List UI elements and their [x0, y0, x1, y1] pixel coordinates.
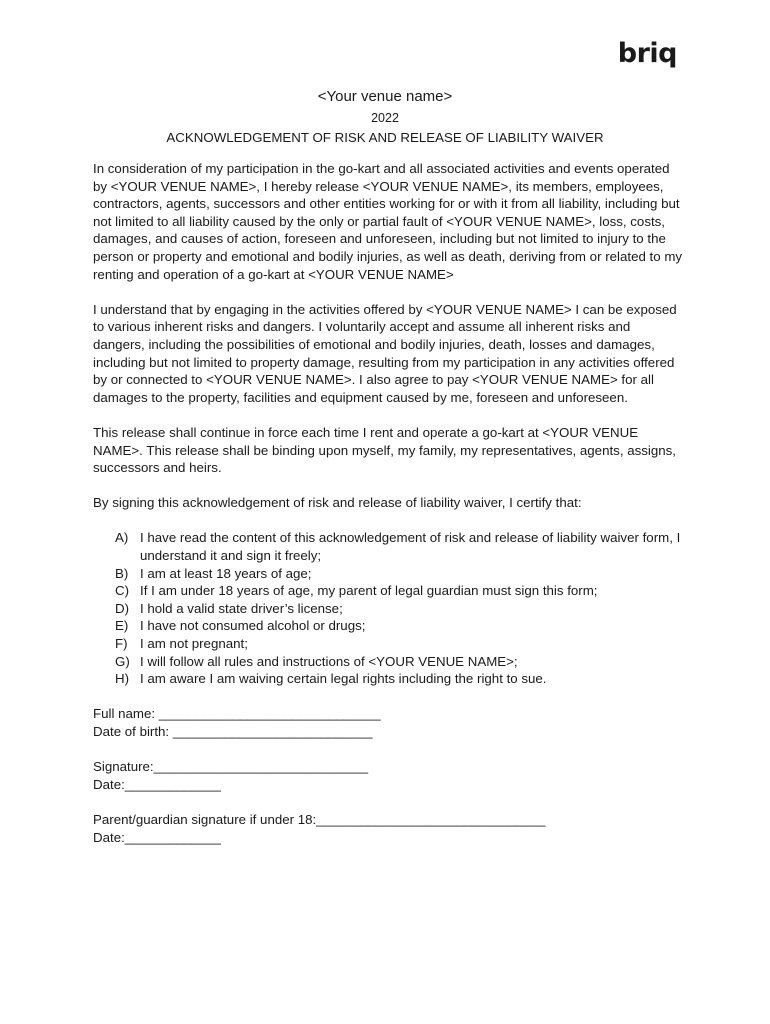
- certify-intro: By signing this acknowledgement of risk and release of liability waiver, I certify that:: [93, 495, 582, 511]
- list-item-text: I have not consumed alcohol or drugs;: [140, 618, 366, 634]
- list-item-text: I am aware I am waiving certain legal rights including the right to sue.: [140, 671, 547, 687]
- list-marker: E): [115, 618, 129, 634]
- list-item-text: I have read the content of this acknowledgement of risk and release of liability waiver form, I understand it and sign it freely;: [140, 530, 681, 564]
- list-marker: H): [115, 671, 130, 687]
- risk-paragraph: I understand that by engaging in the activities offered by <YOUR VENUE NAME> I can be exposed to various inherent risks and dangers. I voluntarily accept and assume all inherent risks and dangers, including the possibilities of emotional and bodily injuries, death, losses and damages, including but not limited to property damage, resulting from my participation in any activities offered by or connected to <YOUR VENUE NAME>. I also agree to pay <YOUR VENUE NAME> for all damages to the property, facilities and equipment caused by me, foreseen and unforeseen.: [93, 301, 677, 405]
- binding-paragraph: This release shall continue in force each time I rent and operate a go-kart at <YOUR VENUE NAME>. This release shall be binding upon myself, my family, my representatives, agents, assigns, successors and heirs.: [93, 424, 676, 476]
- list-item: [93, 617, 683, 635]
- list-item-text: I will follow all rules and instructions of <YOUR VENUE NAME>;: [140, 653, 518, 669]
- guardian-fields: [93, 811, 683, 846]
- list-marker: D): [115, 600, 130, 616]
- document-body: [93, 160, 683, 864]
- list-item: [93, 635, 683, 653]
- list-marker: B): [115, 565, 129, 581]
- list-marker: G): [115, 653, 130, 669]
- guardian-signature-field: Parent/guardian signature if under 18:_______________________________: [93, 811, 546, 827]
- guardian-date-field: Date:_____________: [93, 829, 221, 845]
- list-item: [93, 582, 683, 600]
- list-item-text: I am not pregnant;: [140, 636, 248, 652]
- signature-fields: [93, 758, 683, 793]
- document-year: 2022: [371, 111, 399, 125]
- list-item: [93, 565, 683, 583]
- release-paragraph: In consideration of my participation in the go-kart and all associated activities and events operated by <YOUR VENUE NAME>, I hereby release <YOUR VENUE NAME>, its members, employees, contractors, agents, successors and other entities working for or with it from all liability, including but not limited to all liability caused by the only or partial fault of <YOUR VENUE NAME>, loss, costs, damages, and causes of action, foreseen and unforeseen, including but not limited to injury to the person or property and emotional and bodily injuries, as well as death, deriving from or related to my renting and operation of a go-kart at <YOUR VENUE NAME>: [93, 161, 683, 282]
- date-of-birth-field: Date of birth: ___________________________: [93, 724, 373, 739]
- personal-info-fields: [93, 705, 683, 740]
- signature-field: Signature:_____________________________: [93, 759, 369, 775]
- signature-date-field: Date:_____________: [93, 776, 221, 792]
- list-marker: F): [115, 636, 128, 652]
- full-name-field: Full name: ______________________________: [93, 706, 381, 722]
- list-marker: C): [115, 583, 130, 599]
- list-item: [93, 529, 683, 564]
- list-item: [93, 600, 683, 618]
- list-item: [93, 670, 683, 688]
- briq-logo: briq: [617, 38, 677, 69]
- venue-name-placeholder: <Your venue name>: [317, 88, 453, 105]
- document-title: ACKNOWLEDGEMENT OF RISK AND RELEASE OF LIABILITY WAIVER: [166, 130, 604, 145]
- document-header: [0, 87, 770, 147]
- list-marker: A): [115, 530, 129, 546]
- list-item-text: I hold a valid state driver’s license;: [140, 600, 343, 616]
- list-item-text: If I am under 18 years of age, my parent of legal guardian must sign this form;: [140, 583, 598, 599]
- list-item: [93, 653, 683, 671]
- certification-list: [93, 529, 683, 687]
- list-item-text: I am at least 18 years of age;: [140, 565, 312, 581]
